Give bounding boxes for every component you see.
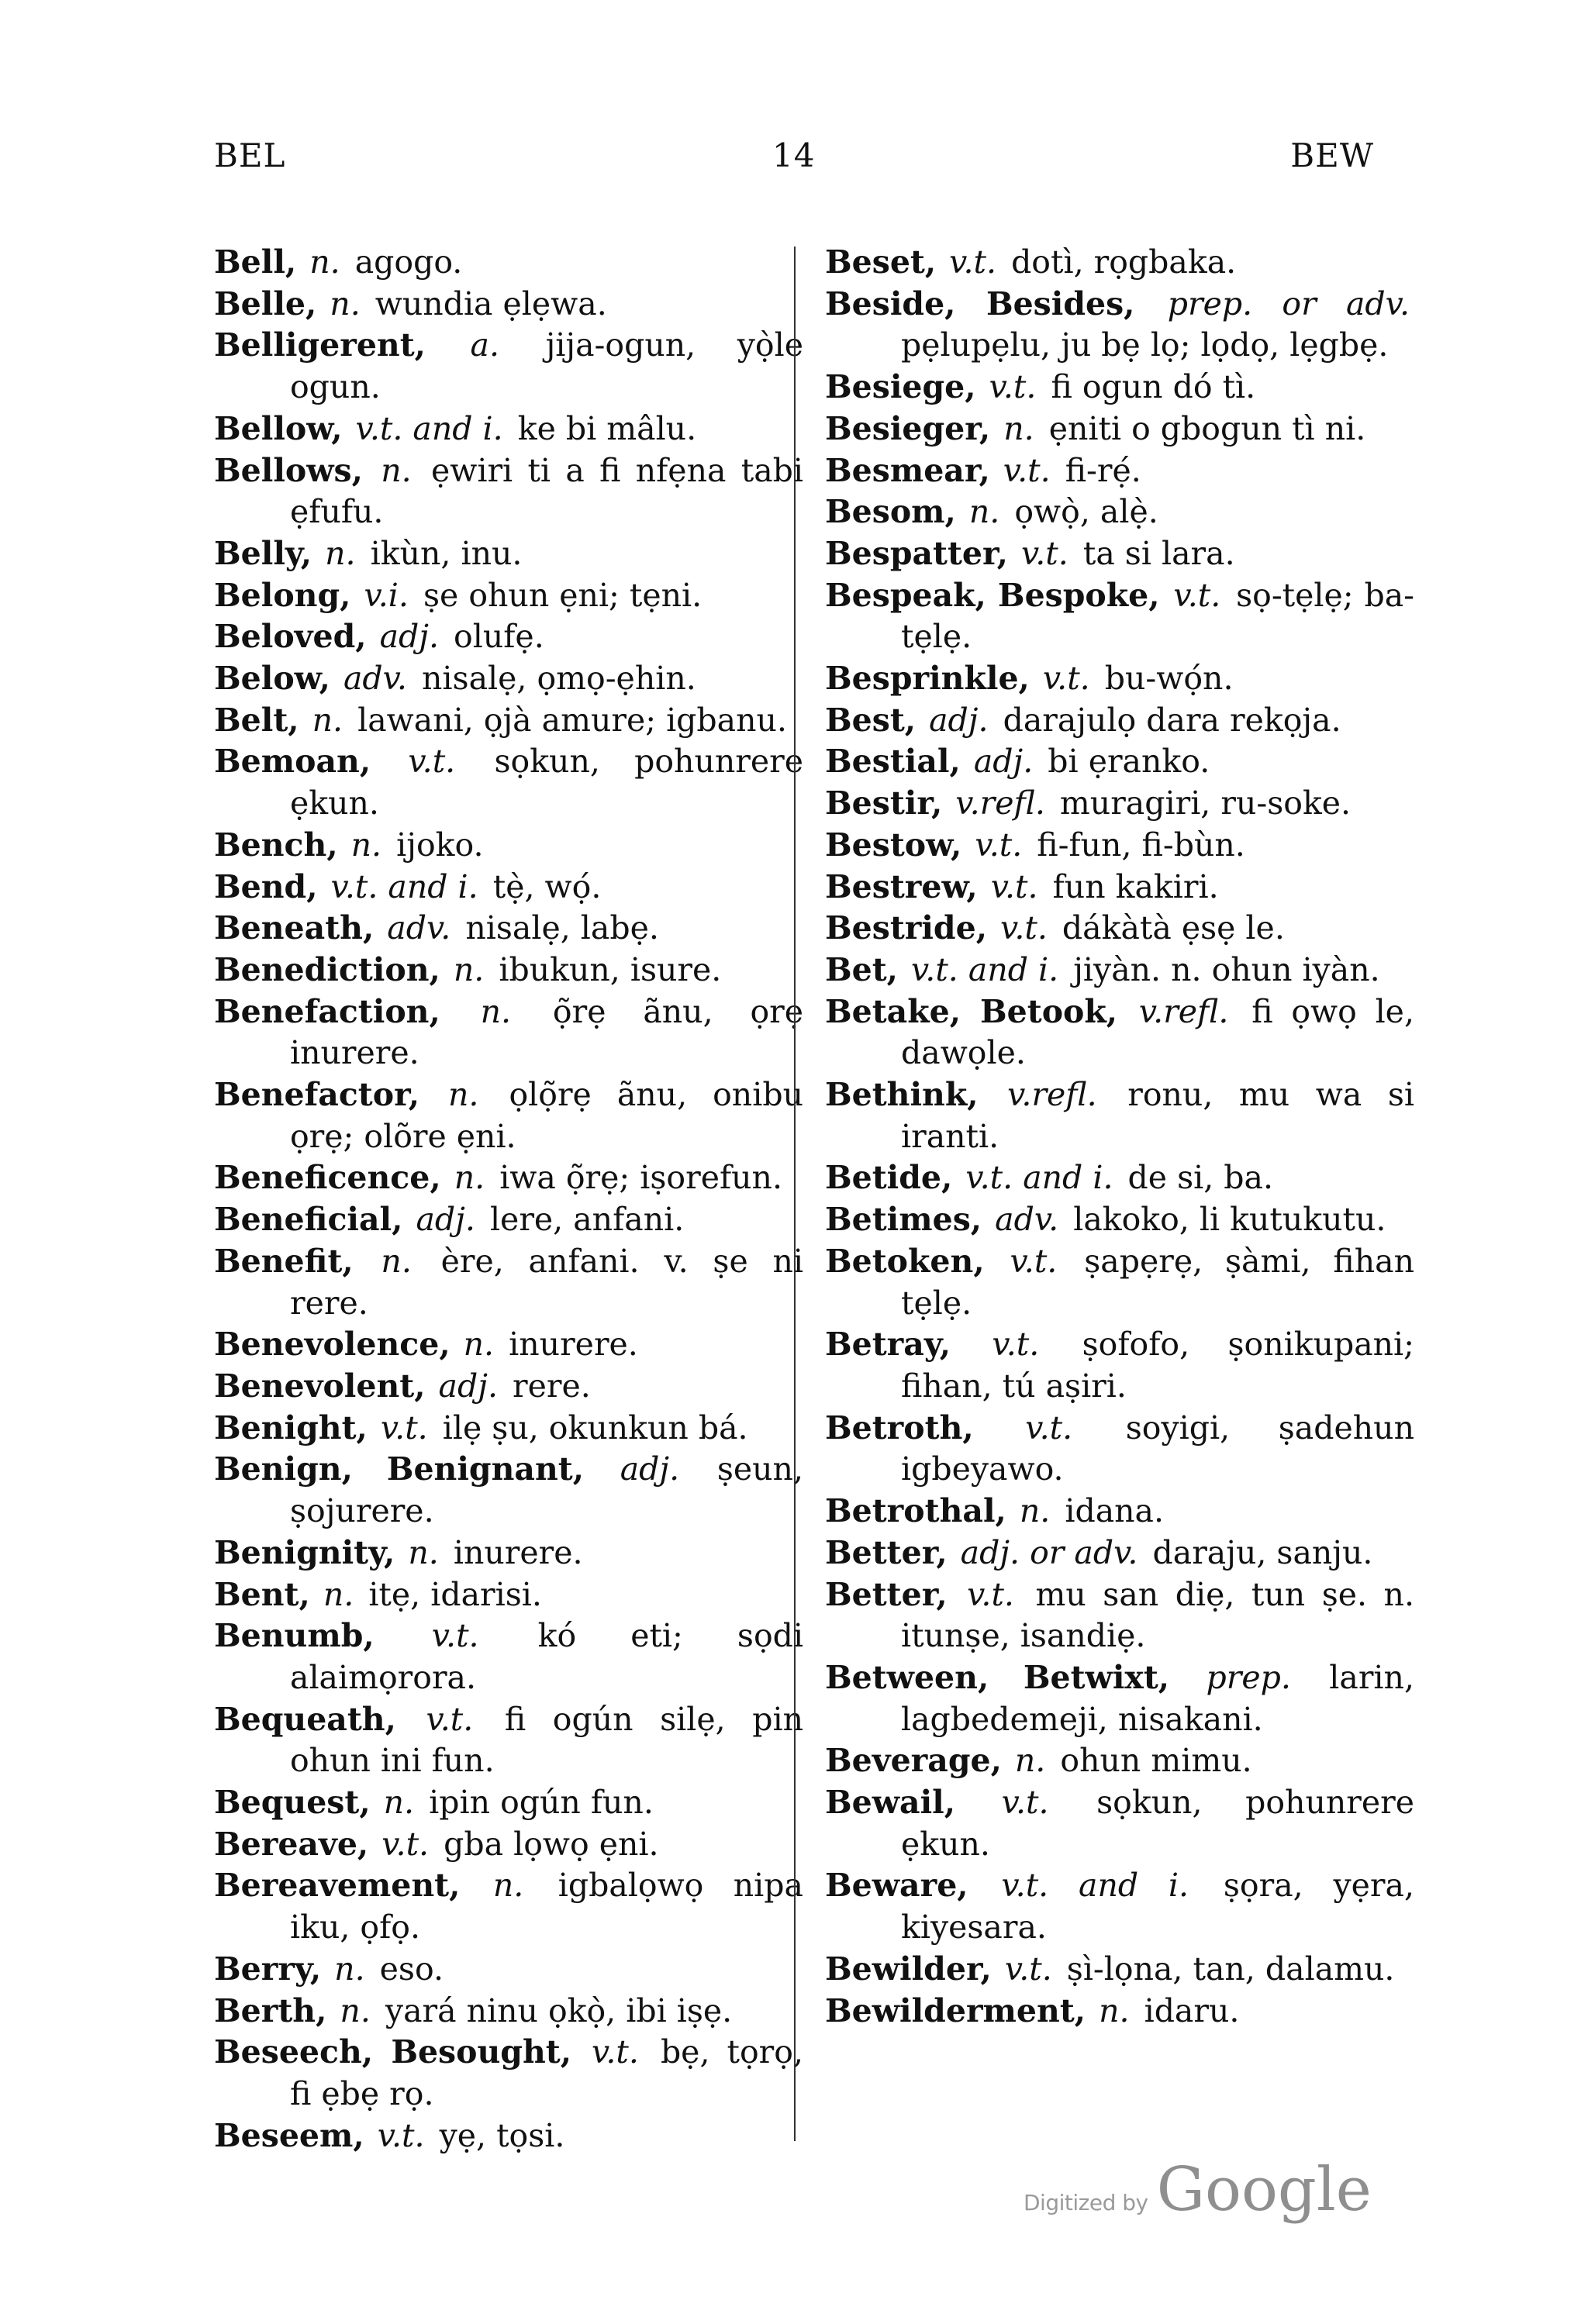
entry-definition: itẹ, idarisi. bbox=[368, 1575, 542, 1613]
entry-part-of-speech: v.t. bbox=[592, 2033, 639, 2071]
dictionary-entry bbox=[214, 409, 803, 450]
entry-definition: fi ọwọ le, dawọle. bbox=[901, 992, 1414, 1072]
entry-part-of-speech: v.t. bbox=[989, 368, 1037, 406]
dictionary-entry bbox=[825, 1740, 1414, 1782]
dictionary-entry bbox=[825, 1574, 1414, 1657]
dictionary-entry bbox=[214, 1574, 803, 1616]
entry-part-of-speech: v.t. bbox=[426, 1700, 474, 1738]
dictionary-entry bbox=[214, 1699, 803, 1782]
entry-headword: Belle, bbox=[214, 284, 317, 322]
dictionary-entry bbox=[825, 658, 1414, 700]
dictionary-entry bbox=[214, 1615, 803, 1698]
entry-definition: ọlọ̃rẹ ãnu, onibu ọrẹ; olõre ẹni. bbox=[290, 1076, 803, 1155]
dictionary-entry bbox=[214, 1324, 803, 1366]
entry-headword: Besprinkle, bbox=[825, 660, 1030, 698]
dictionary-entry bbox=[825, 867, 1414, 909]
entry-headword: Beside, Besides, bbox=[825, 284, 1135, 322]
entry-part-of-speech: n. bbox=[323, 1575, 354, 1613]
entry-part-of-speech: a. bbox=[470, 326, 499, 364]
entry-definition: soyigi, ṣadehun igbeyawo. bbox=[901, 1409, 1414, 1488]
entry-definition: yará ninu ọkọ̀, ibi iṣẹ. bbox=[385, 1991, 733, 2029]
entry-headword: Bellow, bbox=[214, 409, 343, 447]
entry-part-of-speech: n. bbox=[350, 826, 382, 864]
left-column bbox=[214, 242, 803, 2157]
dictionary-entry bbox=[214, 450, 803, 533]
entry-definition: ère, anfani. v. ṣe ni rere. bbox=[290, 1242, 803, 1322]
entry-headword: Belong, bbox=[214, 576, 351, 614]
entry-headword: Bellows, bbox=[214, 451, 363, 489]
entry-definition: muragiri, ru-soke. bbox=[1059, 784, 1352, 822]
entry-definition: ṣọra, yẹra, kiyesara. bbox=[901, 1867, 1414, 1946]
entry-headword: Betimes, bbox=[825, 1201, 982, 1239]
entry-part-of-speech: adv. bbox=[995, 1201, 1059, 1239]
entry-part-of-speech: v.refl. bbox=[1007, 1076, 1097, 1114]
entry-headword: Betoken, bbox=[825, 1242, 985, 1280]
entry-headword: Benevolence, bbox=[214, 1326, 451, 1364]
dictionary-entry bbox=[825, 1865, 1414, 1948]
entry-headword: Belly, bbox=[214, 534, 312, 572]
dictionary-entry bbox=[214, 1241, 803, 1324]
dictionary-entry bbox=[214, 825, 803, 867]
entry-headword: Beset, bbox=[825, 243, 937, 281]
dictionary-entry bbox=[825, 783, 1414, 825]
entry-definition: ijoko. bbox=[396, 826, 484, 864]
entry-headword: Belt, bbox=[214, 701, 299, 739]
entry-definition: ilẹ ṣu, okunkun bá. bbox=[442, 1409, 748, 1446]
dictionary-entry bbox=[214, 1074, 803, 1157]
entry-definition: ṣì-lọna, tan, dalamu. bbox=[1066, 1950, 1395, 1988]
entry-part-of-speech: n. bbox=[408, 1533, 439, 1571]
entry-part-of-speech: n. bbox=[1099, 1991, 1130, 2029]
dictionary-entry bbox=[825, 242, 1414, 284]
entry-headword: Beneficence, bbox=[214, 1159, 441, 1197]
entry-headword: Betrothal, bbox=[825, 1492, 1006, 1530]
entry-headword: Beware, bbox=[825, 1867, 968, 1905]
dictionary-entry bbox=[214, 867, 803, 909]
entry-headword: Beneath, bbox=[214, 909, 375, 947]
dictionary-entry bbox=[214, 1157, 803, 1199]
entry-definition: kó eti; sọdi alaimọrora. bbox=[290, 1617, 803, 1696]
dictionary-entry bbox=[214, 1782, 803, 1824]
entry-definition: iwa ọ̃rẹ; iṣorefun. bbox=[499, 1159, 782, 1197]
entry-headword: Bereave, bbox=[214, 1825, 369, 1863]
entry-definition: dákàtà ẹsẹ le. bbox=[1062, 909, 1285, 947]
entry-part-of-speech: n. bbox=[492, 1867, 524, 1905]
dictionary-entry bbox=[825, 409, 1414, 450]
dictionary-entry bbox=[214, 658, 803, 700]
dictionary-entry bbox=[214, 1449, 803, 1532]
entry-part-of-speech: n. bbox=[381, 451, 412, 489]
entry-part-of-speech: adv. bbox=[387, 909, 451, 947]
dictionary-entry bbox=[825, 1241, 1414, 1324]
entry-definition: ṣofofo, ṣonikupani; fihan, tú aṣiri. bbox=[901, 1326, 1414, 1405]
entry-definition: bẹ, tọrọ, fi ẹbẹ rọ. bbox=[290, 2033, 803, 2112]
dictionary-entry bbox=[825, 741, 1414, 783]
entry-part-of-speech: v.t. bbox=[1004, 1950, 1052, 1988]
entry-headword: Bet, bbox=[825, 950, 898, 988]
entry-headword: Better, bbox=[825, 1575, 948, 1613]
entry-definition: gba lọwọ ẹni. bbox=[444, 1825, 659, 1863]
entry-definition: rere. bbox=[513, 1367, 591, 1405]
dictionary-entry bbox=[825, 825, 1414, 867]
entry-headword: Better, bbox=[825, 1533, 948, 1571]
entry-definition: ṣeun, ṣojurere. bbox=[290, 1450, 803, 1530]
entry-headword: Bewail, bbox=[825, 1784, 956, 1822]
entry-part-of-speech: v.t. bbox=[1000, 909, 1048, 947]
entry-definition: ronu, mu wa si iranti. bbox=[901, 1076, 1414, 1155]
entry-part-of-speech: n. bbox=[480, 992, 512, 1030]
entry-part-of-speech: v.t. bbox=[1173, 576, 1221, 614]
entry-part-of-speech: n. bbox=[463, 1326, 495, 1364]
google-watermark bbox=[1024, 2155, 1372, 2225]
dictionary-entry bbox=[214, 908, 803, 950]
entry-headword: Bestow, bbox=[825, 826, 962, 864]
entry-headword: Benediction, bbox=[214, 950, 440, 988]
entry-part-of-speech: v.t. and i. bbox=[965, 1159, 1113, 1197]
dictionary-entry bbox=[825, 491, 1414, 533]
entry-part-of-speech: v.t. bbox=[1042, 660, 1090, 698]
entry-headword: Beneficial, bbox=[214, 1201, 403, 1239]
column-divider bbox=[794, 247, 796, 2141]
entry-headword: Benefactor, bbox=[214, 1076, 419, 1114]
entry-headword: Benevolent, bbox=[214, 1367, 426, 1405]
entry-definition: idana. bbox=[1065, 1492, 1165, 1530]
entry-headword: Best, bbox=[825, 701, 917, 739]
entry-headword: Bereavement, bbox=[214, 1867, 461, 1905]
entry-headword: Besiege, bbox=[825, 368, 976, 406]
entry-definition: lere, anfani. bbox=[489, 1201, 685, 1239]
entry-part-of-speech: n. bbox=[325, 534, 356, 572]
entry-part-of-speech: n. bbox=[1019, 1492, 1051, 1530]
entry-definition: dotì, rọgbaka. bbox=[1011, 243, 1237, 281]
entry-definition: sọkun, pohunrere ẹkun. bbox=[290, 743, 803, 822]
entry-part-of-speech: n. bbox=[1003, 409, 1034, 447]
entry-part-of-speech: v.t. bbox=[431, 1617, 479, 1655]
entry-part-of-speech: n. bbox=[448, 1076, 479, 1114]
entry-headword: Besieger, bbox=[825, 409, 991, 447]
entry-definition: fi-fun, fi-bùn. bbox=[1037, 826, 1245, 864]
dictionary-entry bbox=[214, 1865, 803, 1948]
entry-part-of-speech: prep. or adv. bbox=[1167, 284, 1410, 322]
dictionary-entry bbox=[825, 991, 1414, 1074]
entry-definition: daraju, sanju. bbox=[1152, 1533, 1373, 1571]
entry-definition: ẹniti o gbogun tì ni. bbox=[1048, 409, 1366, 447]
entry-part-of-speech: v.t. bbox=[377, 2116, 425, 2154]
entry-part-of-speech: n. bbox=[340, 1991, 371, 2029]
dictionary-entry bbox=[214, 741, 803, 824]
entry-part-of-speech: adj. bbox=[929, 701, 989, 739]
entry-part-of-speech: n. bbox=[334, 1950, 365, 1988]
entry-part-of-speech: v.refl. bbox=[1138, 992, 1229, 1030]
entry-part-of-speech: v.t. bbox=[1010, 1242, 1058, 1280]
entry-definition: ọ̃rẹ ãnu, ọrẹ inurere. bbox=[290, 992, 803, 1072]
watermark-small-text: Digitized by bbox=[1024, 2190, 1148, 2215]
entry-definition: larin, lagbedemeji, nisakani. bbox=[901, 1658, 1414, 1738]
entry-headword: Bestride, bbox=[825, 909, 987, 947]
entry-headword: Betray, bbox=[825, 1326, 951, 1364]
dictionary-entry bbox=[214, 1824, 803, 1866]
entry-part-of-speech: v.t. bbox=[380, 1409, 428, 1446]
dictionary-entry bbox=[825, 284, 1414, 367]
entry-definition: sọ-tẹlẹ; ba-tẹlẹ. bbox=[901, 576, 1414, 656]
entry-headword: Bewilderment, bbox=[825, 1991, 1086, 2029]
entry-definition: ke bi mâlu. bbox=[517, 409, 697, 447]
entry-headword: Bequeath, bbox=[214, 1700, 396, 1738]
entry-definition: ikùn, inu. bbox=[370, 534, 523, 572]
entry-headword: Bestial, bbox=[825, 743, 961, 781]
page-number: 14 bbox=[772, 136, 816, 174]
watermark-logo-text: Google bbox=[1156, 2155, 1372, 2225]
entry-definition: darajulọ dara rekọja. bbox=[1003, 701, 1341, 739]
dictionary-entry bbox=[825, 1657, 1414, 1740]
right-column bbox=[825, 242, 1414, 2032]
entry-definition: olufẹ. bbox=[454, 618, 544, 656]
entry-definition: tẹ̀, wọ́. bbox=[492, 867, 602, 905]
entry-part-of-speech: n. bbox=[381, 1242, 412, 1280]
entry-headword: Bespeak, Bespoke, bbox=[825, 576, 1160, 614]
dictionary-entry bbox=[214, 1949, 803, 1991]
dictionary-entry bbox=[825, 1491, 1414, 1533]
entry-part-of-speech: v.t. bbox=[1001, 1784, 1049, 1822]
entry-part-of-speech: v.t. bbox=[381, 1825, 430, 1863]
entry-definition: inurere. bbox=[453, 1533, 583, 1571]
dictionary-entry bbox=[825, 367, 1414, 409]
entry-part-of-speech: v.t. bbox=[949, 243, 997, 281]
entry-headword: Bethink, bbox=[825, 1076, 979, 1114]
entry-part-of-speech: v.i. bbox=[364, 576, 409, 614]
entry-definition: ohun mimu. bbox=[1060, 1742, 1252, 1780]
entry-headword: Bend, bbox=[214, 867, 318, 905]
dictionary-entry bbox=[214, 1533, 803, 1574]
dictionary-entry bbox=[825, 533, 1414, 575]
entry-definition: jija-ogun, yọ̀le ogun. bbox=[290, 326, 803, 406]
dictionary-entry bbox=[825, 1408, 1414, 1491]
entry-headword: Bestrew, bbox=[825, 867, 978, 905]
entry-part-of-speech: n. bbox=[312, 701, 343, 739]
entry-headword: Beseem, bbox=[214, 2116, 364, 2154]
dictionary-entry bbox=[214, 1366, 803, 1408]
entry-part-of-speech: adj. bbox=[379, 618, 439, 656]
entry-part-of-speech: adv. bbox=[343, 660, 407, 698]
entry-part-of-speech: v.t. and i. bbox=[1001, 1867, 1189, 1905]
entry-part-of-speech: n. bbox=[309, 243, 340, 281]
entry-headword: Berth, bbox=[214, 1991, 327, 2029]
entry-headword: Bewilder, bbox=[825, 1950, 992, 1988]
dictionary-entry bbox=[825, 1782, 1414, 1865]
entry-definition: pẹlupẹlu, ju bẹ lọ; lọdọ, lẹgbẹ. bbox=[901, 326, 1389, 364]
entry-headword: Benefaction, bbox=[214, 992, 440, 1030]
entry-part-of-speech: v.t. and i. bbox=[355, 409, 503, 447]
entry-headword: Beverage, bbox=[825, 1742, 1002, 1780]
entry-part-of-speech: adj. bbox=[416, 1201, 475, 1239]
entry-headword: Besom, bbox=[825, 493, 956, 531]
entry-definition: inurere. bbox=[509, 1326, 638, 1364]
entry-headword: Benumb, bbox=[214, 1617, 375, 1655]
entry-definition: de si, ba. bbox=[1127, 1159, 1274, 1197]
dictionary-entry bbox=[825, 908, 1414, 950]
entry-part-of-speech: adj. bbox=[438, 1367, 498, 1405]
dictionary-entry bbox=[214, 242, 803, 284]
entry-part-of-speech: adj. bbox=[973, 743, 1034, 781]
entry-part-of-speech: v.t. and i. bbox=[911, 950, 1059, 988]
entry-part-of-speech: n. bbox=[330, 284, 361, 322]
entry-definition: idaru. bbox=[1144, 1991, 1240, 2029]
dictionary-entry bbox=[825, 1991, 1414, 2033]
entry-part-of-speech: v.t. bbox=[967, 1575, 1014, 1613]
entry-definition: nisalẹ, ọmọ-ẹhin. bbox=[422, 660, 696, 698]
entry-part-of-speech: v.t. bbox=[992, 1326, 1040, 1364]
entry-headword: Benefit, bbox=[214, 1242, 354, 1280]
dictionary-entry bbox=[825, 700, 1414, 742]
entry-definition: ibukun, isure. bbox=[499, 950, 722, 988]
dictionary-entry bbox=[214, 1199, 803, 1241]
entry-part-of-speech: n. bbox=[454, 1159, 485, 1197]
entry-part-of-speech: v.t. bbox=[1020, 534, 1068, 572]
dictionary-entry bbox=[825, 575, 1414, 658]
dictionary-entry bbox=[825, 1199, 1414, 1241]
entry-headword: Beseech, Besought, bbox=[214, 2033, 571, 2071]
dictionary-entry bbox=[214, 616, 803, 658]
entry-definition: ipin ogún fun. bbox=[429, 1784, 654, 1822]
dictionary-entry bbox=[214, 284, 803, 326]
entry-headword: Benign, Benignant, bbox=[214, 1450, 584, 1488]
entry-definition: mu san diẹ, tun ṣe. n. itunṣe, isandiẹ. bbox=[901, 1575, 1414, 1655]
entry-part-of-speech: v.t. bbox=[408, 743, 456, 781]
entry-headword: Berry, bbox=[214, 1950, 322, 1988]
entry-definition: igbalọwọ nipa iku, ọfọ. bbox=[290, 1867, 803, 1946]
entry-part-of-speech: n. bbox=[383, 1784, 415, 1822]
dictionary-entry bbox=[214, 700, 803, 742]
entry-definition: agogo. bbox=[354, 243, 463, 281]
entry-headword: Benight, bbox=[214, 1409, 368, 1446]
dictionary-entry bbox=[825, 950, 1414, 991]
entry-part-of-speech: v.t. bbox=[1003, 451, 1051, 489]
dictionary-entry bbox=[214, 2032, 803, 2115]
dictionary-entry bbox=[214, 1991, 803, 2033]
entry-definition: ta si lara. bbox=[1082, 534, 1235, 572]
entry-part-of-speech: v.t. bbox=[990, 867, 1038, 905]
entry-part-of-speech: adj. bbox=[620, 1450, 680, 1488]
dictionary-entry bbox=[825, 1074, 1414, 1157]
entry-headword: Betroth, bbox=[825, 1409, 974, 1446]
dictionary-entry bbox=[214, 575, 803, 617]
entry-definition: nisalẹ, labẹ. bbox=[465, 909, 659, 947]
entry-headword: Bent, bbox=[214, 1575, 310, 1613]
entry-headword: Betake, Betook, bbox=[825, 992, 1118, 1030]
entry-definition: ṣapẹrẹ, ṣàmi, fihan tẹlẹ. bbox=[901, 1242, 1414, 1322]
dictionary-entry bbox=[825, 1157, 1414, 1199]
entry-headword: Beloved, bbox=[214, 618, 367, 656]
entry-definition: ọwọ̀, alẹ̀. bbox=[1014, 493, 1158, 531]
entry-headword: Benignity, bbox=[214, 1533, 395, 1571]
entry-definition: lakoko, li kutukutu. bbox=[1073, 1201, 1386, 1239]
dictionary-entry bbox=[214, 325, 803, 408]
entry-part-of-speech: n. bbox=[968, 493, 1000, 531]
entry-headword: Below, bbox=[214, 660, 330, 698]
dictionary-entry bbox=[214, 991, 803, 1074]
entry-definition: eso. bbox=[379, 1950, 444, 1988]
entry-definition: lawani, ọjà amure; igbanu. bbox=[357, 701, 787, 739]
entry-definition: fi-rẹ́. bbox=[1065, 451, 1141, 489]
entry-definition: fun kakiri. bbox=[1052, 867, 1219, 905]
dictionary-entry bbox=[214, 533, 803, 575]
entry-definition: bi ẹranko. bbox=[1048, 743, 1210, 781]
dictionary-entry bbox=[825, 1324, 1414, 1407]
entry-part-of-speech: n. bbox=[1014, 1742, 1046, 1780]
entry-part-of-speech: prep. bbox=[1206, 1658, 1291, 1696]
entry-headword: Bequest, bbox=[214, 1784, 371, 1822]
entry-definition: fi ogun dó tì. bbox=[1051, 368, 1256, 406]
entry-definition: wundia ẹlẹwa. bbox=[375, 284, 607, 322]
entry-headword: Belligerent, bbox=[214, 326, 426, 364]
entry-part-of-speech: v.refl. bbox=[955, 784, 1045, 822]
entry-headword: Between, Betwixt, bbox=[825, 1658, 1170, 1696]
entry-definition: jiyàn. n. ohun iyàn. bbox=[1073, 950, 1380, 988]
entry-headword: Bench, bbox=[214, 826, 338, 864]
entry-definition: yẹ, tọsi. bbox=[439, 2116, 565, 2154]
entry-headword: Betide, bbox=[825, 1159, 953, 1197]
dictionary-entry bbox=[214, 2115, 803, 2157]
entry-part-of-speech: v.t. and i. bbox=[330, 867, 478, 905]
dictionary-entry bbox=[214, 1408, 803, 1450]
entry-definition: bu-wọ́n. bbox=[1104, 660, 1234, 698]
dictionary-entry bbox=[825, 450, 1414, 492]
entry-headword: Bemoan, bbox=[214, 743, 371, 781]
entry-headword: Bell, bbox=[214, 243, 297, 281]
entry-part-of-speech: v.t. bbox=[975, 826, 1023, 864]
running-head-left: BEL bbox=[214, 136, 286, 174]
entry-headword: Bestir, bbox=[825, 784, 943, 822]
entry-definition: sọkun, pohunrere ẹkun. bbox=[901, 1784, 1414, 1863]
dictionary-entry bbox=[825, 1949, 1414, 1991]
entry-definition: ṣe ohun ẹni; tẹni. bbox=[423, 576, 703, 614]
running-head-right: BEW bbox=[1290, 136, 1374, 174]
dictionary-entry bbox=[214, 950, 803, 991]
entry-headword: Besmear, bbox=[825, 451, 990, 489]
entry-definition: ẹwiri ti a fi nfẹna tabi ẹfufu. bbox=[290, 451, 803, 531]
entry-definition: fi ogún silẹ, pin ohun ini fun. bbox=[290, 1700, 803, 1780]
entry-part-of-speech: adj. or adv. bbox=[960, 1533, 1138, 1571]
entry-part-of-speech: v.t. bbox=[1025, 1409, 1073, 1446]
entry-headword: Bespatter, bbox=[825, 534, 1008, 572]
dictionary-entry bbox=[825, 1533, 1414, 1574]
entry-part-of-speech: n. bbox=[453, 950, 485, 988]
